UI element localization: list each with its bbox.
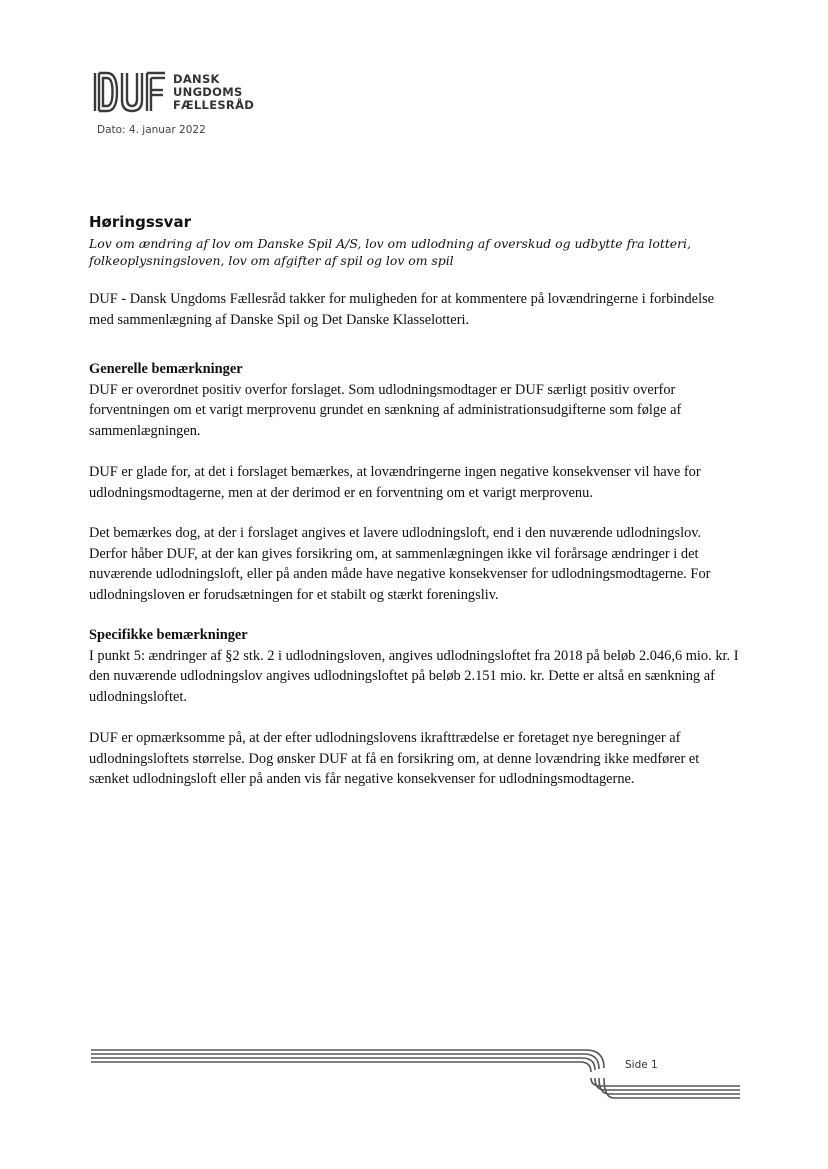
intro-paragraph: DUF - Dansk Ungdoms Fællesråd takker for muligheden for at kommentere på lovændringerne i forbindelse med sammenlægning af Danske Spil og Det Danske Klasselotteri.	[89, 291, 715, 328]
specific-paragraph-2: DUF er opmærksomme på, at der efter udlodningslovens ikrafttrædelse er foretaget nye beregninger af udlodningsloftets størrelse. Dog ønsker DUF at få en forsikring om, at denne lovændring ikke medfører et sænket udlodningsloft eller på anden vis får negative konsekvenser for udlodningsmodtagerne.	[89, 730, 700, 787]
specific-paragraph-1: I punkt 5: ændringer af §2 stk. 2 i udlodningsloven, angives udlodningsloftet fra 2018 på beløb 2.046,6 mio. kr. I den nuværende udlodningslov angives udlodningsloftet på beløb 2.151 mio. kr. Dette er altså en sænkning af udlodningsloftet.	[89, 647, 739, 705]
document-title: Høringssvar	[89, 213, 191, 231]
logo-line-2: UNGDOMS	[173, 84, 243, 99]
logo-line-1: DANSK	[173, 71, 220, 86]
logo-line-3: FÆLLESRÅD	[173, 97, 255, 112]
logo-wordmark	[173, 73, 254, 112]
specific-section	[89, 625, 739, 707]
general-paragraph-2: DUF er glade for, at det i forslaget bemærkes, at lovændringerne ingen negative konsekvenser vil have for udlodningsmodtagerne, men at der derimod er en forventning om et varigt merprovenu.	[89, 464, 701, 501]
specific-heading: Specifikke bemærkninger	[89, 627, 248, 643]
general-heading: Generelle bemærkninger	[89, 361, 243, 377]
page-number: Side 1	[625, 1059, 658, 1071]
duf-logo	[93, 70, 254, 114]
footer-decoration	[0, 1042, 828, 1112]
duf-logo-mark-icon	[93, 70, 167, 114]
document-date: Dato: 4. januar 2022	[97, 124, 206, 136]
general-paragraph-1: DUF er overordnet positiv overfor forslaget. Som udlodningsmodtager er DUF særligt positiv overfor forventningen om et varigt merprovenu grundet en sænkning af administrationsudgifterne som følge af sammenlægningen.	[89, 381, 682, 439]
general-section	[89, 359, 739, 441]
general-paragraph-3: Det bemærkes dog, at der i forslaget angives et lavere udlodningsloft, end i den nuværende udlodningslov. Derfor håber DUF, at der kan gives forsikring om, at sammenlægningen ikke vil forårsage ændringer i det nuværende udlodningsloft, eller på anden måde have negative konsekvenser for udlodningsmodtagerne. For udlodningsloven er forudsætningen for et stabilt og stærkt foreningsliv.	[89, 525, 711, 603]
document-subtitle: Lov om ændring af lov om Danske Spil A/S, lov om udlodning af overskud og udbytte fra lotteri, folkeoplysningsloven, lov om afgifter af spil og lov om spil	[89, 236, 691, 268]
